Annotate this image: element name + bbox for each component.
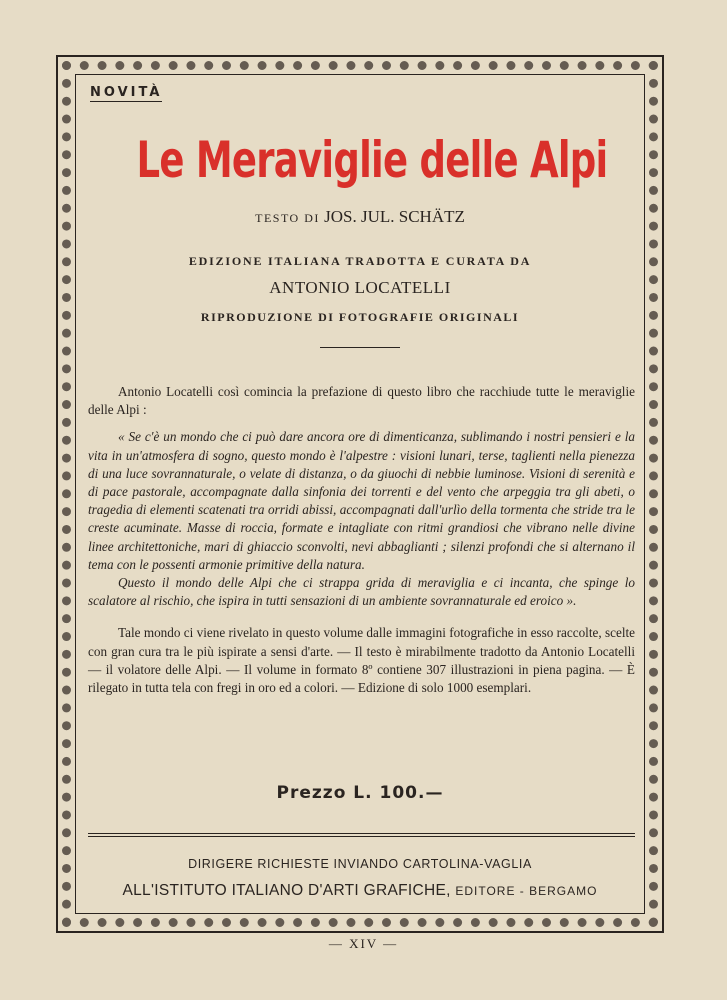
description-paragraph: Tale mondo ci viene rivelato in questo volume dalle immagini fotografiche in esso raccolte, scelte con gran cura tra le più ispirate a sensi d'arte. — Il testo è mirabilmente tradotto da Antonio Locatelli — il volatore delle Alpi. — Il volume in formato 8º contiene 307 illustrazioni in piena pagina. — È rilegato in tutta tela con fregi in oro ed a colori. — Edizione di solo 1000 esemplari.	[88, 625, 635, 696]
author-name: JOS. JUL. SCHÄTZ	[324, 207, 465, 226]
publisher-location: EDITORE - BERGAMO	[455, 884, 598, 898]
ornamental-border	[56, 55, 664, 933]
reproductions-line: RIPRODUZIONE DI FOTOGRAFIE ORIGINALI	[200, 310, 520, 324]
price: Prezzo L. 100.—	[276, 783, 444, 803]
testo-di-label: TESTO DI	[255, 211, 320, 225]
intro-paragraph: Antonio Locatelli così comincia la prefazione di questo libro che racchiude tutte le meraviglie delle Alpi :	[88, 384, 635, 418]
translator-name: ANTONIO LOCATELLI	[269, 278, 451, 297]
book-title: Le Meraviglie delle Alpi	[136, 131, 608, 189]
advertisement-content	[58, 57, 662, 931]
order-instructions: DIRIGERE RICHIESTE INVIANDO CARTOLINA-VAGLIA	[188, 857, 532, 871]
page-number: — XIV —	[328, 936, 399, 951]
double-divider	[88, 833, 635, 837]
publisher-line	[58, 882, 662, 900]
novita-badge: NOVITÀ	[90, 85, 163, 100]
quote-paragraph: « Se c'è un mondo che ci può dare ancora ore di dimenticanza, sublimando i nostri pensieri e la vita in un'atmosfera di sogno, questo mondo è l'alpestre : visioni lunari, terse, taglienti nella pienezza di una luce sovrannaturale, o velate di distanza, o da giuochi di nebbie luminose. Visioni di serenità e di pace pastorale, accompagnate dalla sinfonia dei torrenti e del vento che arpeggia tra gli abeti, o tragedia di elementi scatenati tra orridi abissi, accompagnati dall'urlìo della tormenta che stride tra le creste acuminate. Masse di roccia, formate e intagliate con ritmi grandiosi che vibrano nelle divine linee architettoniche, mari di ghiaccio sconvolti, nevi abbaglianti ; silenzi profondi che si alternano il tema con le possenti armonie primitive della natura.	[88, 429, 635, 572]
body-text	[88, 383, 635, 697]
publisher-name: ALL'ISTITUTO ITALIANO D'ARTI GRAFICHE,	[122, 882, 451, 899]
divider	[320, 347, 400, 348]
author-line	[58, 207, 662, 227]
edition-line: EDIZIONE ITALIANA TRADOTTA E CURATA DA	[188, 254, 532, 268]
quote-paragraph-2: Questo il mondo delle Alpi che ci strappa grida di meraviglia e ci incanta, che spinge lo scalatore al rischio, che ispira in tutti sensazioni di un ambiente sovrannaturale ed eroico ».	[88, 575, 635, 609]
